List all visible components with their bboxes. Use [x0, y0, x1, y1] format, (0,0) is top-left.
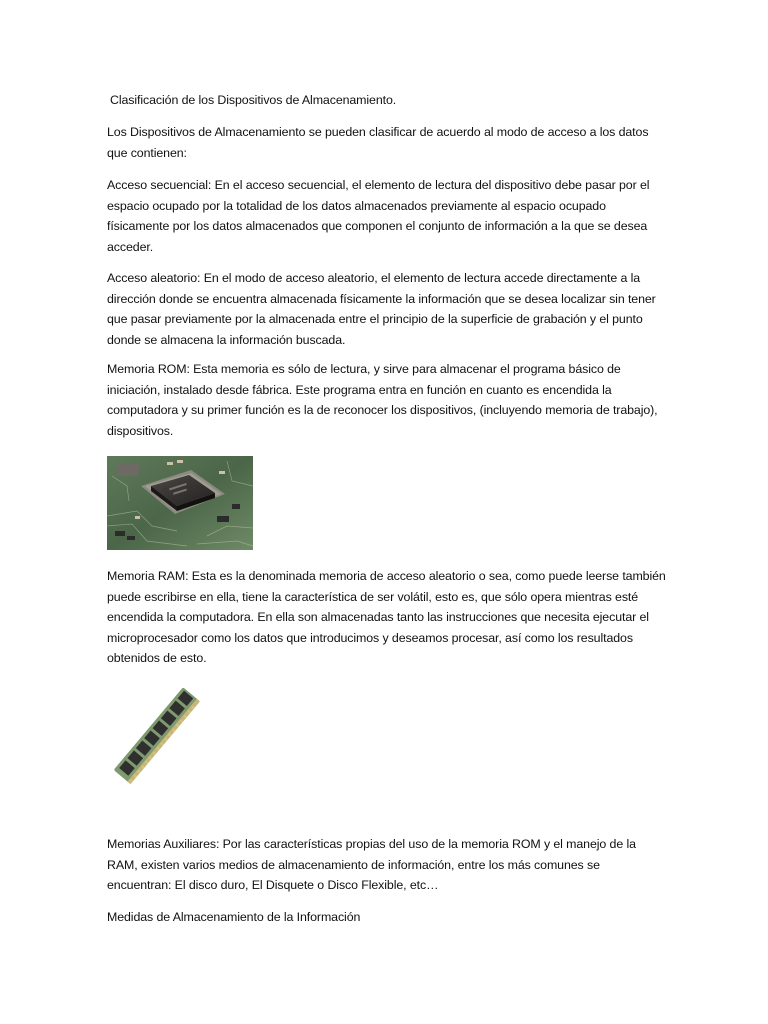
ram-module-image	[107, 681, 205, 788]
intro-paragraph: Los Dispositivos de Almacenamiento se pueden clasificar de acuerdo al modo de acceso a los datos que contienen:	[107, 125, 649, 160]
sequential-access-paragraph: Acceso secuencial: En el acceso secuencial, el elemento de lectura del dispositivo debe pasar por el espacio ocupado por la totalidad de los datos almacenados previamente al espacio ocupado físicamente por los datos almacenados que componen el conjunto de información a la que se desea acceder.	[107, 178, 650, 254]
rom-chip-image	[107, 456, 253, 550]
random-access-paragraph: Acceso aleatorio: En el modo de acceso aleatorio, el elemento de lectura accede directamente a la dirección donde se encuentra almacenada físicamente la información que se desea localizar sin tener que pasar previamente por la almacenada entre el principio de la superficie de grabación y el punto donde se almacena la información buscada.	[107, 271, 656, 347]
document-title: Clasificación de los Dispositivos de Almacenamiento.	[110, 93, 397, 107]
rom-memory-paragraph: Memoria ROM: Esta memoria es sólo de lectura, y sirve para almacenar el programa básico de iniciación, instalado desde fábrica. Este programa entra en función en cuanto es encendida la computadora y su primer función es la de reconocer los dispositivos, (incluyendo memoria de trabajo), dispositivos.	[107, 362, 658, 438]
auxiliary-memory-paragraph: Memorias Auxiliares: Por las características propias del uso de la memoria ROM y el manejo de la RAM, existen varios medios de almacenamiento de información, entre los más comunes se encuentran: El disco duro, El Disquete o Disco Flexible, etc…	[107, 837, 636, 892]
storage-measures-heading: Medidas de Almacenamiento de la Información	[107, 910, 361, 924]
ram-memory-paragraph: Memoria RAM: Esta es la denominada memoria de acceso aleatorio o sea, como puede leerse también puede escribirse en ella, tiene la característica de ser volátil, esto es, que sólo opera mientras esté encendida la computadora. En ella son almacenadas tanto las instrucciones que necesita ejecutar el microprocesador como los datos que introducimos y deseamos procesar, así como los resultados obtenidos de esto.	[107, 569, 666, 665]
